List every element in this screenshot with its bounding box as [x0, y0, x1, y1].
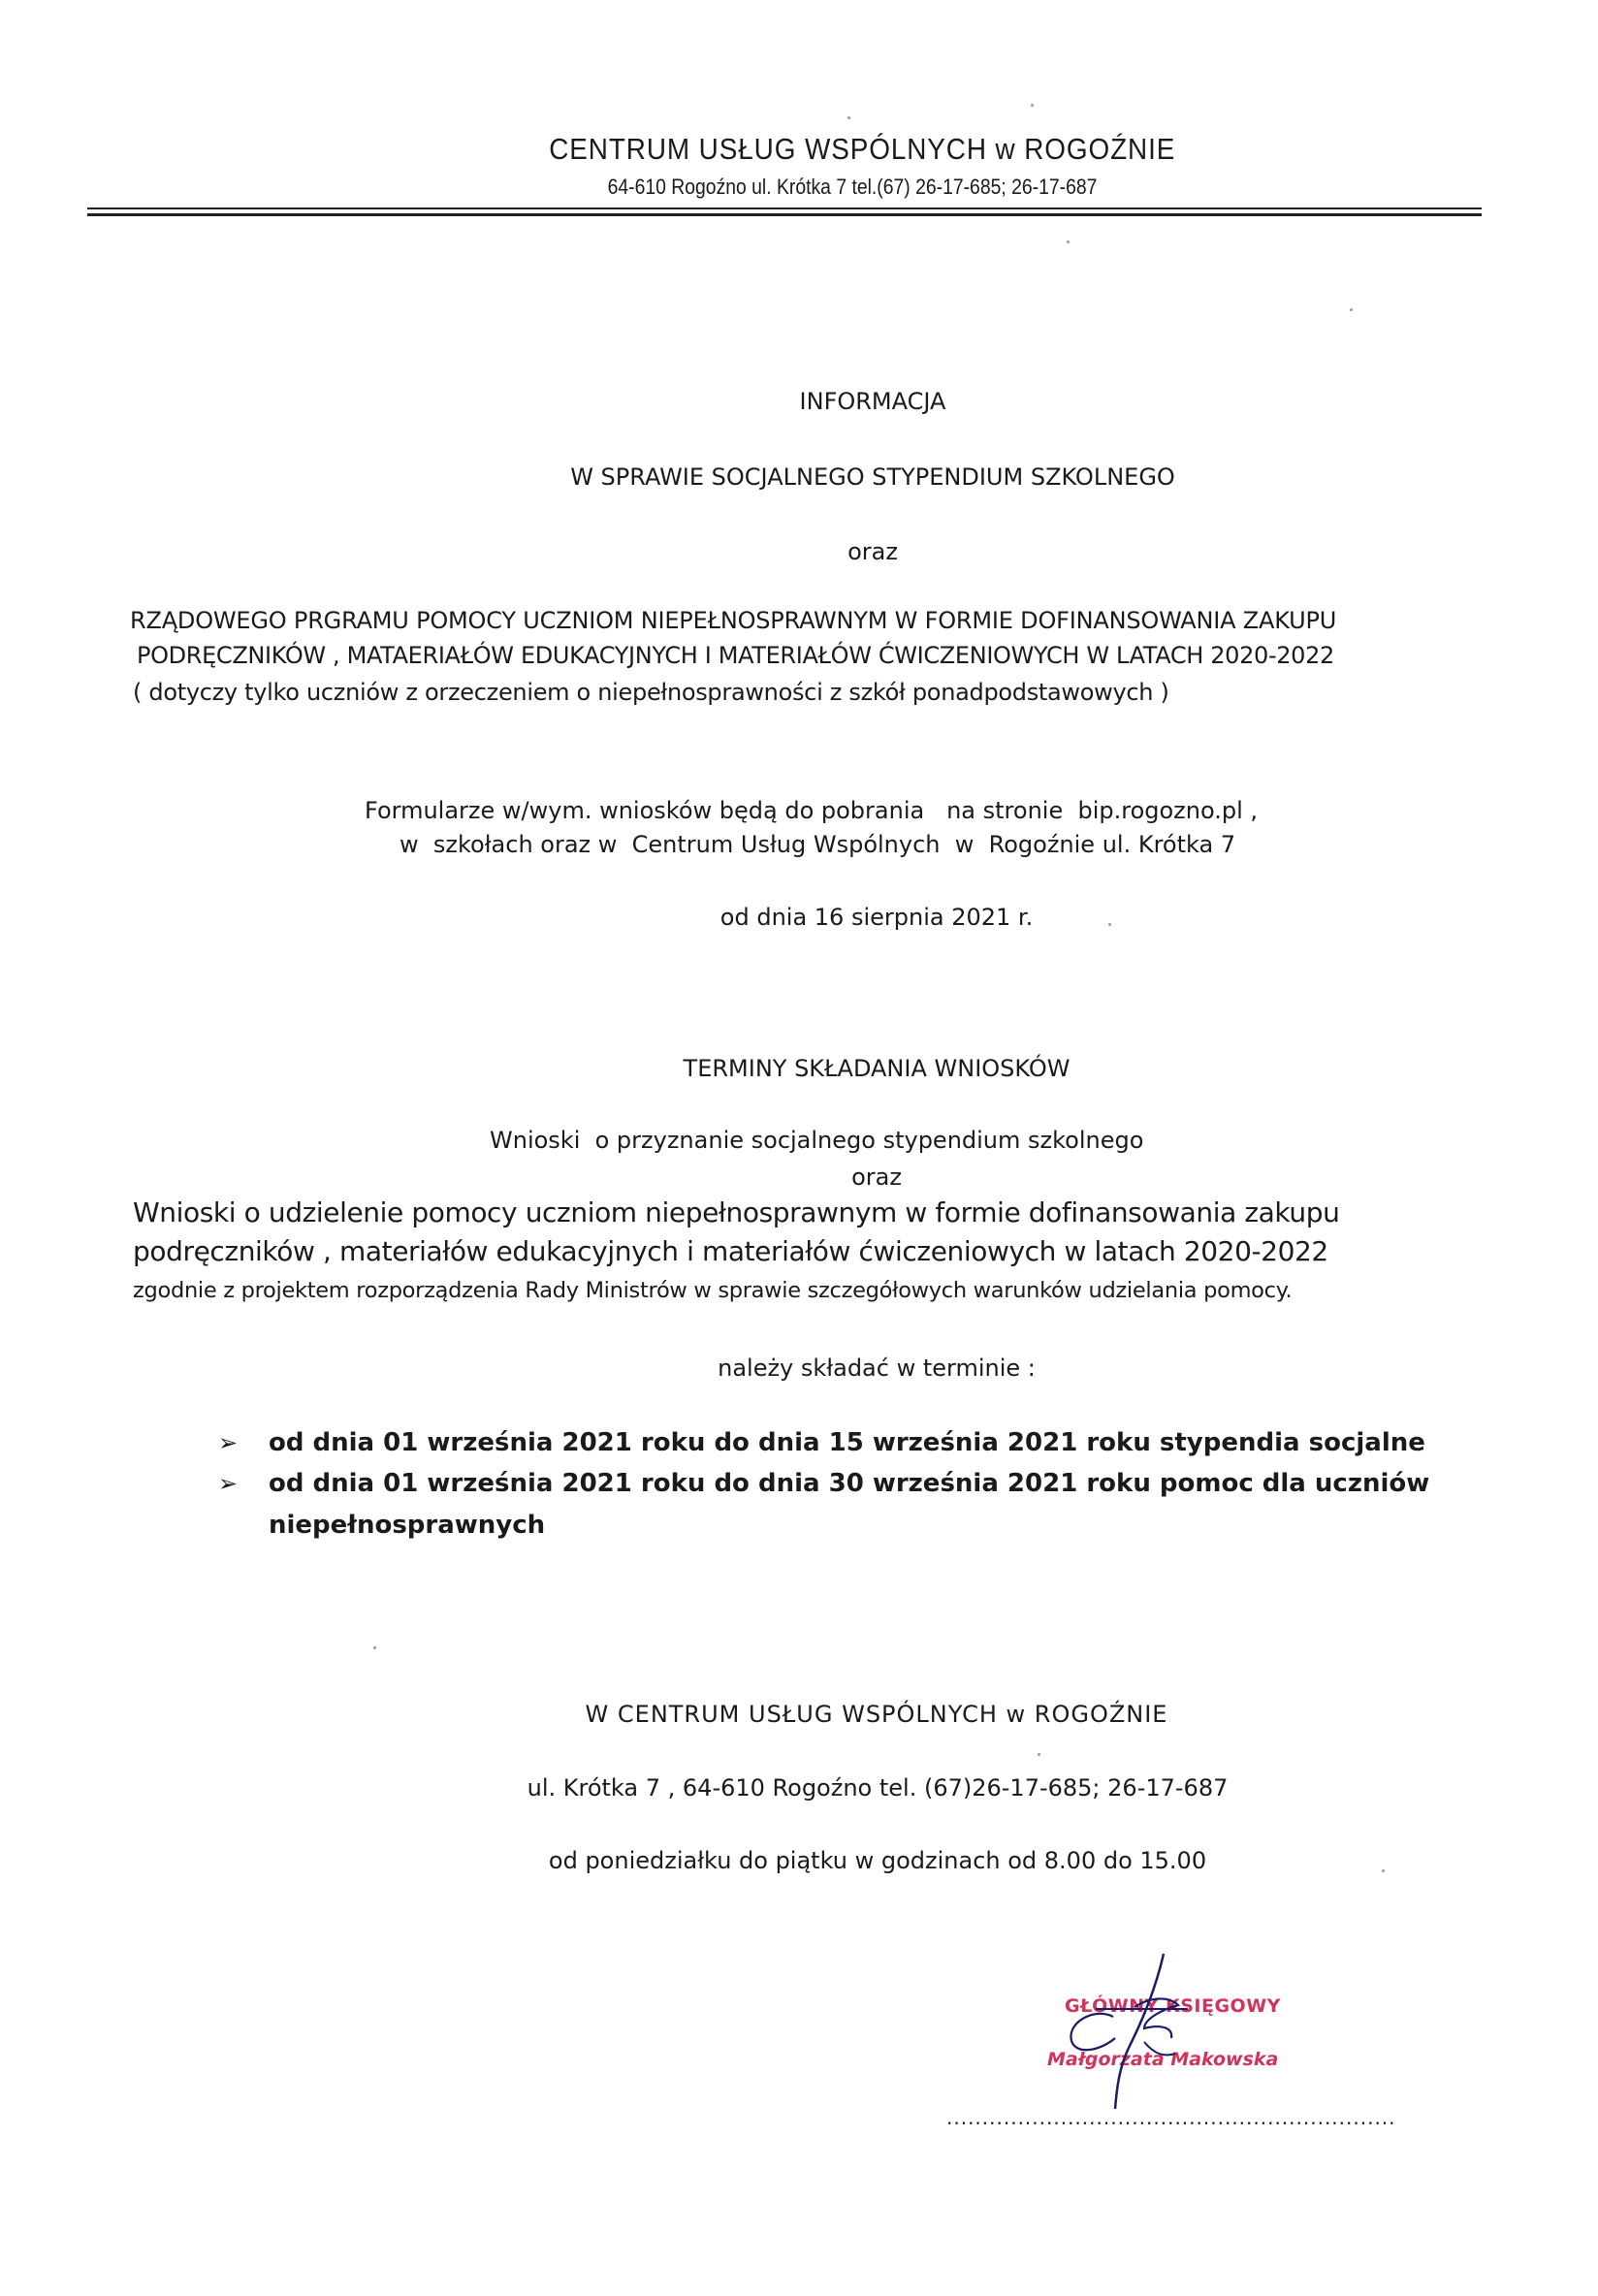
document-subject: W SPRAWIE SOCJALNEGO STYPENDIUM SZKOLNEGO	[570, 463, 1175, 491]
signature-line: ...............................................................	[946, 2106, 1396, 2129]
forms-availability-line-2: w szkołach oraz w Centrum Usług Wspólnych w Rogoźnie ul. Krótka 7	[400, 831, 1236, 858]
scan-speck	[1038, 1753, 1040, 1756]
header-divider	[87, 207, 1482, 209]
deadlines-line-4: zgodnie z projektem rozporządzenia Rady Ministrów w sprawie szczegółowych warunków udzielania pomocy.	[133, 1278, 1293, 1303]
program-note: ( dotyczy tylko uczniów z orzeczeniem o niepełnosprawności z szkół ponadpodstawowych )	[133, 679, 1169, 706]
deadlines-line-2: Wnioski o udzielenie pomocy uczniom niepełnosprawnym w formie dofinansowania zakupu	[133, 1196, 1340, 1228]
office-address: ul. Krótka 7 , 64-610 Rogoźno tel. (67)26-17-685; 26-17-687	[527, 1774, 1229, 1802]
and-word: oraz	[847, 538, 898, 565]
scan-speck	[373, 1646, 376, 1649]
deadlines-line-1: Wnioski o przyznanie socjalnego stypendium szkolnego	[490, 1127, 1144, 1154]
scan-speck	[1108, 923, 1111, 926]
deadlines-heading: TERMINY SKŁADANIA WNIOSKÓW	[683, 1055, 1071, 1082]
scan-speck	[1031, 104, 1034, 107]
scan-speck	[1067, 240, 1070, 243]
deadline-item-continuation: niepełnosprawnych	[269, 1511, 546, 1540]
deadlines-and-word: oraz	[851, 1164, 902, 1191]
scan-speck	[847, 116, 850, 119]
forms-date: od dnia 16 sierpnia 2021 r.	[719, 904, 1034, 931]
deadline-item-text: od dnia 01 września 2021 roku do dnia 30 września 2021 roku pomoc dla uczniów	[269, 1469, 1430, 1498]
deadline-item-disabled-aid	[218, 1469, 1429, 1498]
deadlines-line-3: podręczników , materiałów edukacyjnych i materiałów ćwiczeniowych w latach 2020-2022	[133, 1235, 1328, 1267]
deadline-item-text: od dnia 01 września 2021 roku do dnia 15 września 2021 roku stypendia socjalne	[269, 1428, 1425, 1457]
bullet-arrow-icon: ➢	[218, 1470, 239, 1497]
header-divider-thick	[87, 213, 1482, 216]
scan-speck	[1382, 1869, 1385, 1872]
organization-address: 64-610 Rogoźno ul. Krótka 7 tel.(67) 26-17-685; 26-17-687	[607, 175, 1098, 199]
office-name: W CENTRUM USŁUG WSPÓLNYCH w ROGOŹNIE	[585, 1701, 1168, 1728]
handwritten-signature	[999, 1949, 1251, 2123]
office-hours: od poniedziałku do piątku w godzinach od 8.00 do 15.00	[548, 1847, 1207, 1874]
bullet-arrow-icon: ➢	[218, 1429, 239, 1456]
stamp-role: GŁÓWNY KSIĘGOWY	[1065, 1995, 1281, 2017]
scan-speck	[1350, 308, 1353, 311]
deadline-item-scholarship	[218, 1428, 1425, 1457]
program-title-line-1: RZĄDOWEGO PRGRAMU POMOCY UCZNIOM NIEPEŁNOSPRAWNYM W FORMIE DOFINANSOWANIA ZAKUPU	[130, 607, 1337, 634]
forms-availability-line-1: Formularze w/wym. wniosków będą do pobrania na stronie bip.rogozno.pl ,	[365, 797, 1259, 824]
document-heading: INFORMACJA	[799, 388, 946, 415]
program-title-line-2: PODRĘCZNIKÓW , MATAERIAŁÓW EDUKACYJNYCH I MATERIAŁÓW ĆWICZENIOWYCH W LATACH 2020-2022	[137, 642, 1334, 669]
stamp-name: Małgorzata Makowska	[1047, 2049, 1279, 2070]
organization-name: CENTRUM USŁUG WSPÓLNYCH w ROGOŹNIE	[549, 132, 1176, 166]
submit-instruction: należy składać w terminie :	[718, 1355, 1036, 1382]
